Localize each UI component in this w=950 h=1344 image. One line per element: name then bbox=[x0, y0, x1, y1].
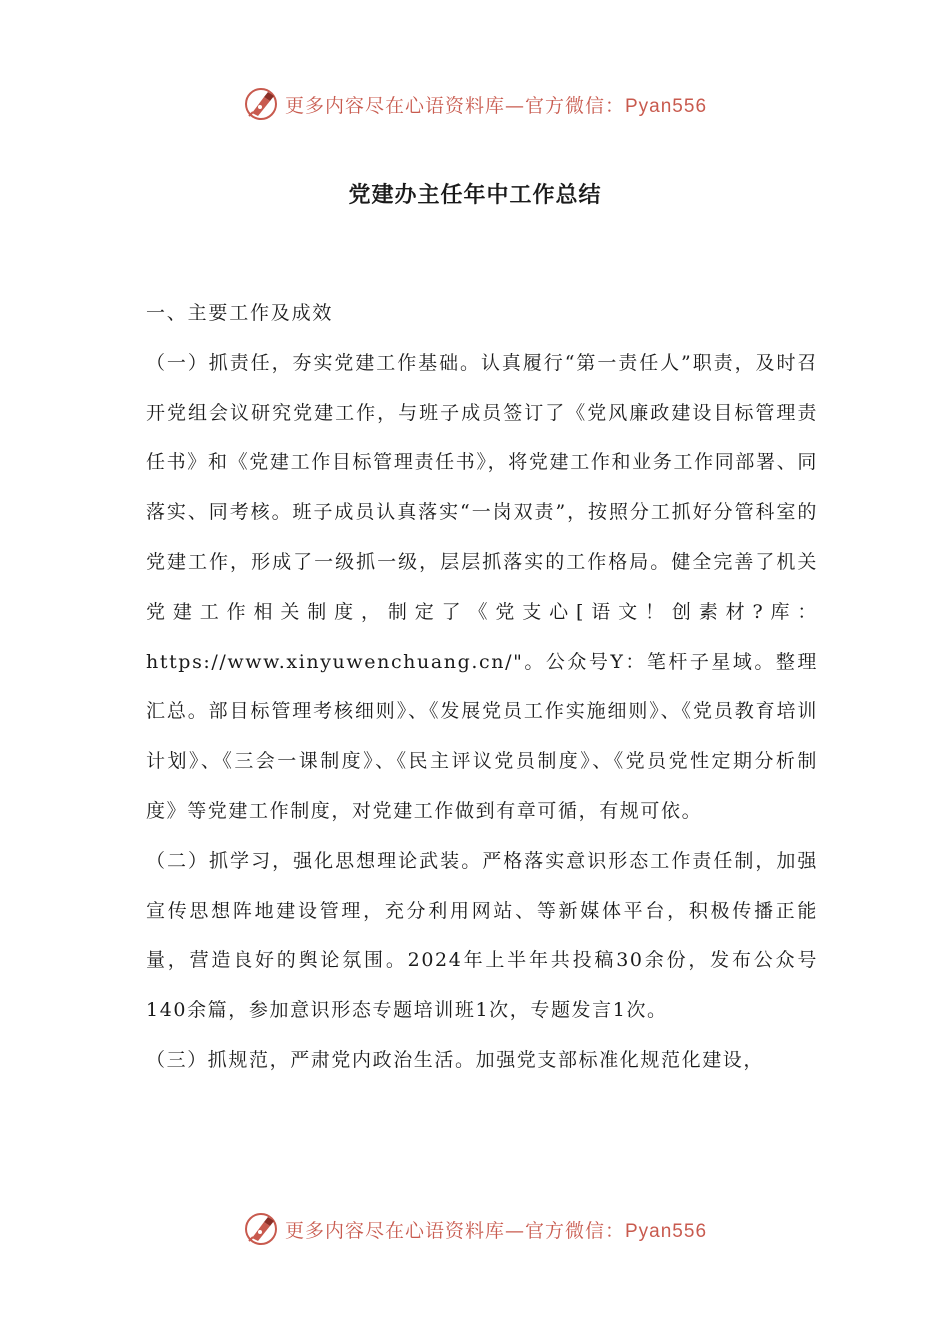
pen-nib-logo-icon bbox=[243, 1211, 279, 1247]
paragraph-study: （二）抓学习，强化思想理论武装。严格落实意识形态工作责任制，加强宣传思想阵地建设管理，充分利用网站、等新媒体平台，积极传播正能量，营造良好的舆论氛围。2024年上半年共投稿30余份，发布公众号140余篇，参加意识形态专题培训班1次，专题发言1次。 bbox=[146, 849, 818, 1022]
paragraph-standards: （三）抓规范，严肃党内政治生活。加强党支部标准化规范化建设， bbox=[146, 1048, 765, 1071]
watermark-text: 更多内容尽在心语资料库—官方微信：Pyan556 bbox=[284, 1219, 708, 1242]
header-watermark bbox=[0, 84, 950, 124]
pen-nib-logo-icon bbox=[243, 86, 279, 122]
paragraph-responsibility: （一）抓责任，夯实党建工作基础。认真履行“第一责任人”职责，及时召开党组会议研究党建工作，与班子成员签订了《党风廉政建设目标管理责任书》和《党建工作目标管理责任书》，将党建工作和业务工作同部署、同落实、同考核。班子成员认真落实“一岗双责”，按照分工抓好分管科室的党建工作，形成了一级抓一级，层层抓落实的工作格局。健全完善了机关党建工作相关制度，制定了《党支心[语文！创素材?库：https://www.xinyuwenchuang.cn/"。公众号Y：笔杆子星域。整理汇总。部目标管理考核细则》、《发展党员工作实施细则》、《党员教育培训计划》、《三会一课制度》、《民主评议党员制度》、《党员党性定期分析制度》等党建工作制度，对党建工作做到有章可循，有规可依。 bbox=[146, 351, 818, 822]
document-body bbox=[146, 289, 818, 1086]
document-title: 党建办主任年中工作总结 bbox=[348, 183, 602, 208]
watermark-text: 更多内容尽在心语资料库—官方微信：Pyan556 bbox=[284, 94, 708, 117]
footer-watermark bbox=[0, 1209, 950, 1249]
section-heading: 一、主要工作及成效 bbox=[146, 302, 334, 324]
